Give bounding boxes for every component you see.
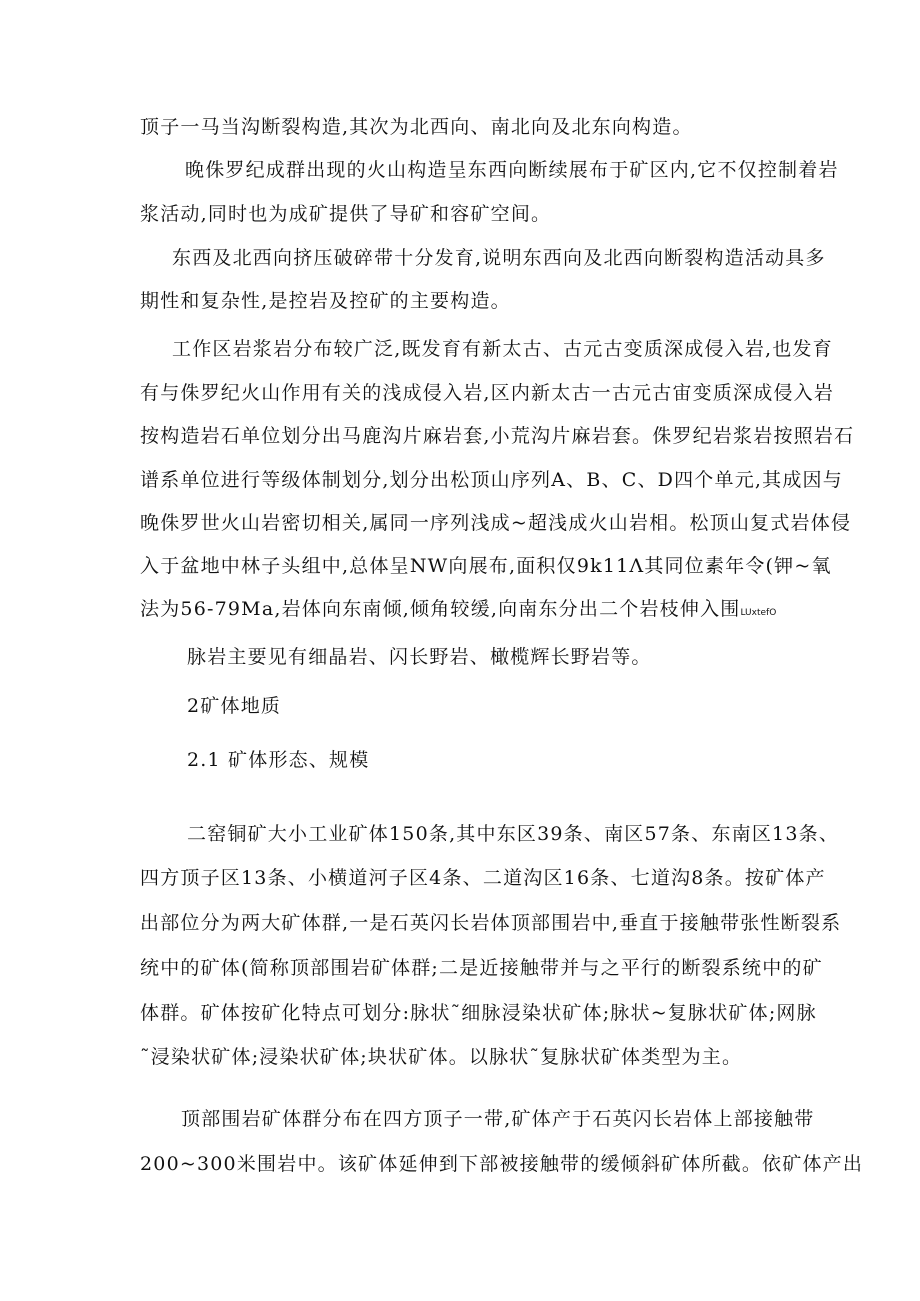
paragraph-2-line-2: 浆活动,同时也为成矿提供了导矿和容矿空间。 xyxy=(140,203,552,225)
section-heading: 2矿体地质 xyxy=(187,695,282,717)
paragraph-4-line-3: 按构造岩石单位划分出马鹿沟片麻岩套,小荒沟片麻岩套。侏罗纪岩浆岩按照岩石 xyxy=(140,425,855,447)
paragraph-7-line-2: 200~300米围岩中。该矿体延伸到下部被接触带的缓倾斜矿体所截。依矿体产出 xyxy=(140,1153,864,1175)
paragraph-4-line-4: 谱系单位进行等级体制划分,划分出松顶山序列A、B、C、D四个单元,其成因与 xyxy=(140,469,843,491)
paragraph-4-line-7-text: 法为56-79Ma,岩体向东南倾,倾角较缓,向南东分出二个岩枝伸入围 xyxy=(140,598,741,620)
paragraph-4-line-5: 晚侏罗世火山岩密切相关,属同一序列浅成~超浅成火山岩相。松顶山复式岩体侵 xyxy=(140,512,852,534)
paragraph-4-line-1: 工作区岩浆岩分布较广泛,既发育有新太古、古元古变质深成侵入岩,也发育 xyxy=(172,338,833,360)
paragraph-6-line-5: 体群。矿体按矿化特点可划分:脉状˜细脉浸染状矿体;脉状~复脉状矿体;网脉 xyxy=(140,1002,817,1024)
paragraph-5-line-1: 脉岩主要见有细晶岩、闪长野岩、橄榄辉长野岩等。 xyxy=(187,646,652,668)
paragraph-6-line-4: 统中的矿体(简称顶部围岩矿体群;二是近接触带并与之平行的断裂系统中的矿 xyxy=(140,957,823,979)
paragraph-6-line-1: 二窑铜矿大小工业矿体150条,其中东区39条、南区57条、东南区13条、 xyxy=(187,823,840,845)
subsection-heading: 2.1 矿体形态、规模 xyxy=(187,749,370,771)
paragraph-4-line-7-tail: LUxtefO xyxy=(740,608,777,618)
paragraph-4-line-7 xyxy=(140,596,880,626)
paragraph-4-line-6: 入于盆地中林子头组中,总体呈NW向展布,面积仅9k11Λ其同位素年令(钾~氧 xyxy=(140,555,832,577)
paragraph-2-line-1: 晚侏罗纪成群出现的火山构造呈东西向断续展布于矿区内,它不仅控制着岩 xyxy=(185,159,839,181)
paragraph-7-line-1: 顶部围岩矿体群分布在四方顶子一带,矿体产于石英闪长岩体上部接触带 xyxy=(181,1108,815,1130)
paragraph-1-line-1: 顶子一马当沟断裂构造,其次为北西向、南北向及北东向构造。 xyxy=(140,116,693,138)
paragraph-6-line-2: 四方顶子区13条、小横道河子区4条、二道沟区16条、七道沟8条。按矿体产 xyxy=(140,867,826,889)
paragraph-6-line-6: ˜浸染状矿体;浸染状矿体;块状矿体。以脉状˜复脉状矿体类型为主。 xyxy=(140,1046,743,1068)
paragraph-3-line-1: 东西及北西向挤压破碎带十分发育,说明东西向及北西向断裂构造活动具多 xyxy=(172,247,826,269)
paragraph-6-line-3: 出部位分为两大矿体群,一是石英闪长岩体顶部围岩中,垂直于接触带张性断裂系 xyxy=(140,912,842,934)
paragraph-3-line-2: 期性和复杂性,是控岩及控矿的主要构造。 xyxy=(140,290,511,312)
paragraph-4-line-2: 有与侏罗纪火山作用有关的浅成侵入岩,区内新太古一古元古宙变质深成侵入岩 xyxy=(140,382,835,404)
